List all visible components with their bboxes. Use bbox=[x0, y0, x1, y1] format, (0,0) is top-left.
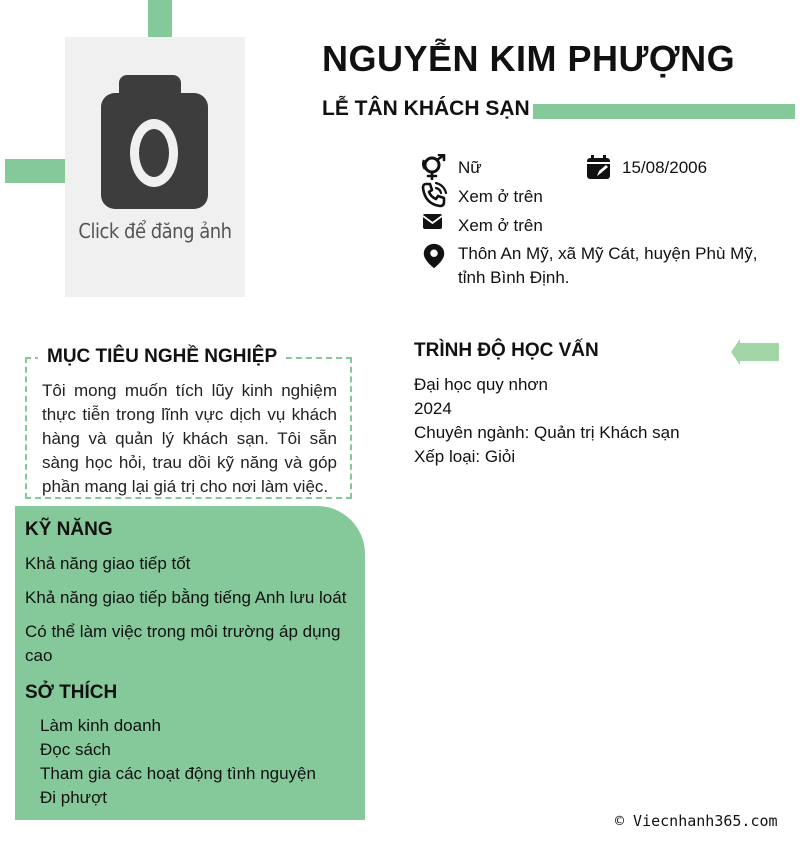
skills-heading: KỸ NĂNG bbox=[25, 519, 113, 540]
location-icon bbox=[421, 243, 447, 269]
hobby-item: Đọc sách bbox=[40, 740, 111, 759]
calendar-icon bbox=[586, 154, 612, 180]
hobby-item: Làm kinh doanh bbox=[40, 716, 161, 735]
education-year: 2024 bbox=[414, 399, 452, 418]
education-heading: TRÌNH ĐỘ HỌC VẤN bbox=[414, 340, 599, 361]
title-accent-bar bbox=[533, 104, 795, 119]
phone-icon bbox=[421, 182, 447, 208]
skill-item: Có thể làm việc trong môi trường áp dụng cao bbox=[25, 622, 341, 665]
education-grade: Xếp loại: Giỏi bbox=[414, 447, 516, 466]
skill-item: Khả năng giao tiếp bằng tiếng Anh lưu loát bbox=[25, 588, 347, 607]
gender-value: Nữ bbox=[458, 158, 482, 177]
footer-copyright: © Viecnhanh365.com bbox=[615, 812, 778, 830]
email-icon bbox=[421, 211, 447, 237]
job-title: LỄ TÂN KHÁCH SẠN bbox=[322, 97, 530, 120]
hobby-item: Đi phượt bbox=[40, 788, 107, 807]
address-value: Thôn An Mỹ, xã Mỹ Cát, huyện Phù Mỹ, tỉnh Bình Định. bbox=[458, 244, 758, 287]
decor-top-bar bbox=[148, 0, 172, 37]
birthdate-value: 15/08/2006 bbox=[622, 158, 708, 177]
objective-text: Tôi mong muốn tích lũy kinh nghiệm thực tiễn trong lĩnh vực dịch vụ khách hàng và quản lý khách sạn. Tôi sẵn sàng học hỏi, trau dồi kỹ năng và góp phần mang lại giá trị cho nơi làm việc. bbox=[42, 381, 337, 496]
gender-icon bbox=[421, 154, 447, 180]
email-value: Xem ở trên bbox=[458, 216, 543, 235]
education-school: Đại học quy nhơn bbox=[414, 375, 549, 394]
skill-item: Khả năng giao tiếp tốt bbox=[25, 554, 191, 573]
hobby-item: Tham gia các hoạt động tình nguyện bbox=[40, 764, 316, 783]
phone-value: Xem ở trên bbox=[458, 187, 543, 206]
candidate-name: NGUYỄN KIM PHƯỢNG bbox=[322, 38, 736, 79]
decor-left-bar bbox=[5, 159, 65, 183]
photo-upload[interactable] bbox=[65, 37, 245, 297]
photo-caption: Click để đăng ảnh bbox=[78, 219, 232, 243]
objective-heading: MỤC TIÊU NGHỀ NGHIỆP bbox=[38, 346, 286, 368]
hobbies-heading: SỞ THÍCH bbox=[25, 682, 118, 703]
arrow-left-icon bbox=[730, 338, 780, 366]
camera-icon bbox=[101, 75, 209, 211]
education-major: Chuyên ngành: Quản trị Khách sạn bbox=[414, 423, 680, 442]
